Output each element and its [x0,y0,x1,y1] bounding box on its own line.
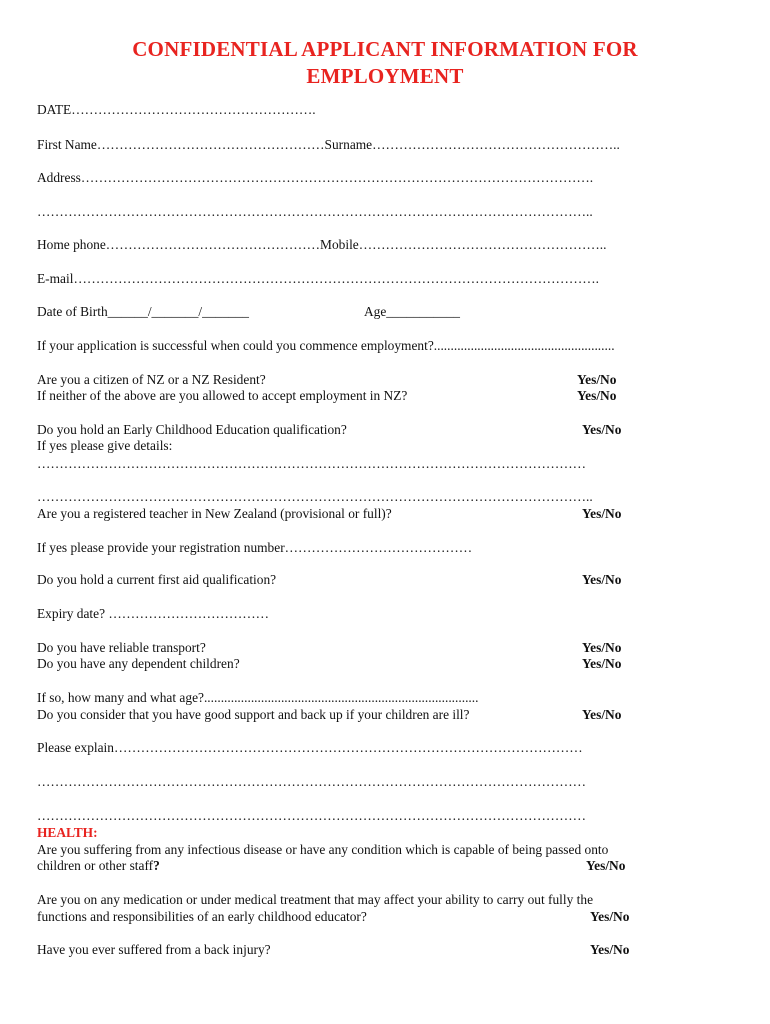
email-field[interactable]: E-mail………………………………………………………………………………………………………. [37,271,600,286]
expiry-date-field[interactable]: Expiry date? ……………………………… [37,606,270,621]
registered-yes-no[interactable]: Yes/No [582,506,622,521]
back-injury-question: Have you ever suffered from a back injury? [37,942,271,957]
title-line-1: CONFIDENTIAL APPLICANT INFORMATION FOR [132,37,638,61]
details-line-1[interactable]: …………………………………………………………………………………………………………… [37,456,587,471]
title-line-2: EMPLOYMENT [306,64,464,88]
infectious-yes-no[interactable]: Yes/No [586,858,626,873]
address-field-line-2[interactable]: …………………………………………………………………………………………………………….. [37,204,593,219]
health-heading: HEALTH: [37,825,98,840]
children-age-field[interactable]: If so, how many and what age?.................................................................................. [37,690,479,705]
transport-question: Do you have reliable transport? [37,640,206,655]
first-aid-question: Do you hold a current first aid qualification? [37,572,277,587]
support-yes-no[interactable]: Yes/No [582,707,622,722]
medication-yes-no[interactable]: Yes/No [590,909,630,924]
details-line-2[interactable]: …………………………………………………………………………………………………………….. [37,489,593,504]
allowed-yes-no[interactable]: Yes/No [577,388,617,403]
name-fields[interactable]: First Name……………………………………………Surname……………………………………………….. [37,137,620,152]
medication-question-line-1: Are you on any medication or under medical treatment that may affect your ability to carry out fully the [37,892,594,907]
infectious-question-mark: ? [153,858,160,873]
allowed-question: If neither of the above are you allowed to accept employment in NZ? [37,388,408,403]
details-label: If yes please give details: [37,438,173,453]
first-aid-yes-no[interactable]: Yes/No [582,572,622,587]
infectious-question-text: children or other staff [37,858,154,873]
citizen-question: Are you a citizen of NZ or a NZ Resident? [37,372,266,387]
explain-line-3[interactable]: …………………………………………………………………………………………………………… [37,808,587,823]
explain-field[interactable]: Please explain…………………………………………………………………………………………… [37,740,583,755]
back-injury-yes-no[interactable]: Yes/No [590,942,630,957]
phone-fields[interactable]: Home phone…………………………………………Mobile……………………………………………….. [37,237,607,252]
date-field[interactable]: DATE………………………………………………. [37,102,316,117]
transport-yes-no[interactable]: Yes/No [582,640,622,655]
explain-line-2[interactable]: …………………………………………………………………………………………………………… [37,774,587,789]
form-title [60,36,710,90]
age-field[interactable]: Age___________ [364,304,460,319]
children-question: Do you have any dependent children? [37,656,240,671]
citizen-yes-no[interactable]: Yes/No [577,372,617,387]
infectious-question-line-2 [37,858,160,874]
date-of-birth-field[interactable]: Date of Birth______/_______/_______ [37,304,250,319]
ece-yes-no[interactable]: Yes/No [582,422,622,437]
medication-question-line-2: functions and responsibilities of an early childhood educator? [37,909,367,924]
address-field[interactable]: Address……………………………………………………………………………………………………. [37,170,594,185]
infectious-question-line-1: Are you suffering from any infectious disease or have any condition which is capable of being passed onto [37,842,609,857]
support-question: Do you consider that you have good support and back up if your children are ill? [37,707,470,722]
registered-question: Are you a registered teacher in New Zealand (provisional or full)? [37,506,392,521]
ece-question: Do you hold an Early Childhood Education qualification? [37,422,347,437]
commence-question[interactable]: If your application is successful when could you commence employment?...................................................... [37,338,615,353]
children-yes-no[interactable]: Yes/No [582,656,622,671]
registration-number-field[interactable]: If yes please provide your registration number…………………………………… [37,540,473,555]
